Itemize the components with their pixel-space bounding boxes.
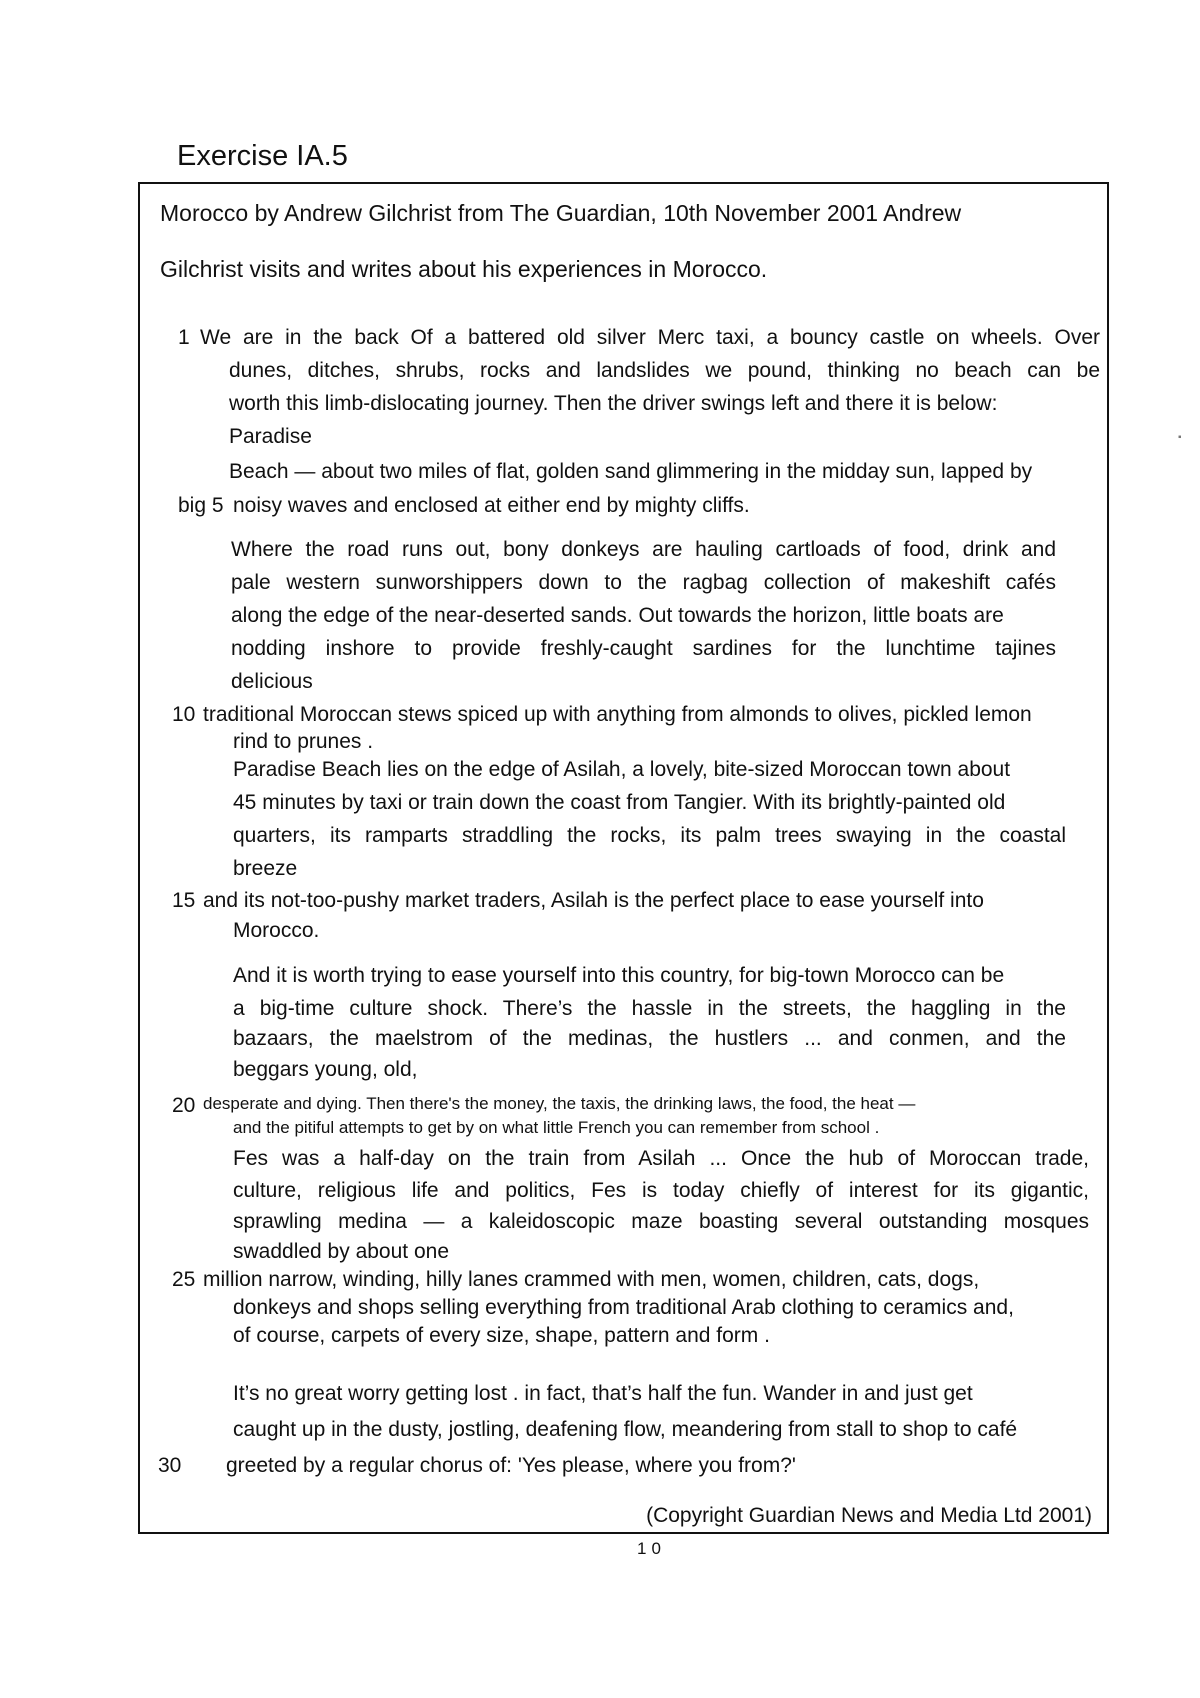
article-line: million narrow, winding, hilly lanes crammed with men, women, children, cats, dogs,: [203, 1268, 980, 1291]
article-line: and its not-too-pushy market traders, Asilah is the perfect place to ease yourself into: [203, 889, 984, 912]
article-line: donkeys and shops selling everything from traditional Arab clothing to ceramics and,: [233, 1296, 1014, 1319]
line-number: big 5: [178, 494, 224, 517]
article-line: Fes was a half-day on the train from Asilah ... Once the hub of Moroccan trade,: [233, 1147, 1089, 1170]
article-line: greeted by a regular chorus of: 'Yes please, where you from?': [226, 1454, 796, 1477]
article-line: a big-time culture shock. There’s the hassle in the streets, the haggling in the: [233, 997, 1066, 1020]
article-line: and the pitiful attempts to get by on what little French you can remember from school .: [233, 1118, 880, 1137]
line-number: 10: [172, 703, 196, 726]
stray-mark: ▪: [1178, 432, 1182, 443]
article-line: Where the road runs out, bony donkeys are hauling cartloads of food, drink and: [231, 538, 1056, 561]
article-line: Beach — about two miles of flat, golden sand glimmering in the midday sun, lapped by: [229, 460, 1033, 483]
article-line: quarters, its ramparts straddling the rocks, its palm trees swaying in the coastal: [233, 824, 1066, 847]
article-line: bazaars, the maelstrom of the medinas, the hustlers ... and conmen, and the: [233, 1027, 1066, 1050]
article-line: dunes, ditches, shrubs, rocks and landslides we pound, thinking no beach can be: [229, 359, 1100, 382]
article-line: And it is worth trying to ease yourself into this country, for big-town Morocco can be: [233, 964, 1005, 987]
article-line: worth this limb-dislocating journey. Then the driver swings left and there it is below:: [229, 392, 998, 415]
article-line: pale western sunworshippers down to the ragbag collection of makeshift cafés: [231, 571, 1056, 594]
line-number: 20: [172, 1094, 196, 1117]
article-header-line-2: Gilchrist visits and writes about his experiences in Morocco.: [160, 256, 768, 282]
article-line: caught up in the dusty, jostling, deafening flow, meandering from stall to shop to café: [233, 1418, 1018, 1441]
line-number: 30: [158, 1454, 182, 1477]
article-line: nodding inshore to provide freshly-caught sardines for the lunchtime tajines: [231, 637, 1056, 660]
article-line: sprawling medina — a kaleidoscopic maze boasting several outstanding mosques: [233, 1210, 1089, 1233]
article-line: Morocco.: [233, 919, 320, 942]
article-line: noisy waves and enclosed at either end by mighty cliffs.: [233, 494, 750, 517]
page-number: 10: [637, 1539, 666, 1558]
line-number: 15: [172, 889, 196, 912]
article-line: of course, carpets of every size, shape, pattern and form .: [233, 1324, 770, 1347]
copyright-notice: (Copyright Guardian News and Media Ltd 2001): [646, 1504, 1092, 1527]
article-line: beggars young, old,: [233, 1058, 418, 1081]
line-number: 1: [178, 326, 190, 349]
article-line: swaddled by about one: [233, 1240, 449, 1263]
article-line: desperate and dying. Then there's the money, the taxis, the drinking laws, the food, the heat —: [203, 1094, 916, 1113]
article-line: along the edge of the near-deserted sands. Out towards the horizon, little boats are: [231, 604, 1004, 627]
article-line: delicious: [231, 670, 313, 693]
exercise-title: Exercise IA.5: [177, 140, 348, 172]
article-line: We are in the back Of a battered old silver Merc taxi, a bouncy castle on wheels. Over: [200, 326, 1100, 349]
article-line: Paradise Beach lies on the edge of Asilah, a lovely, bite-sized Moroccan town about: [233, 758, 1011, 781]
article-line: Paradise: [229, 425, 312, 448]
article-line: traditional Moroccan stews spiced up with anything from almonds to olives, pickled lemon: [203, 703, 1032, 726]
article-line: 45 minutes by taxi or train down the coast from Tangier. With its brightly-painted old: [233, 791, 1006, 814]
article-header-line-1: Morocco by Andrew Gilchrist from The Guardian, 10th November 2001 Andrew: [160, 200, 962, 226]
line-number: 25: [172, 1268, 196, 1291]
article-line: culture, religious life and politics, Fes is today chiefly of interest for its gigantic,: [233, 1179, 1089, 1202]
article-line: It’s no great worry getting lost . in fact, that’s half the fun. Wander in and just get: [233, 1382, 973, 1405]
article-line: breeze: [233, 857, 298, 880]
article-line: rind to prunes .: [233, 730, 374, 753]
